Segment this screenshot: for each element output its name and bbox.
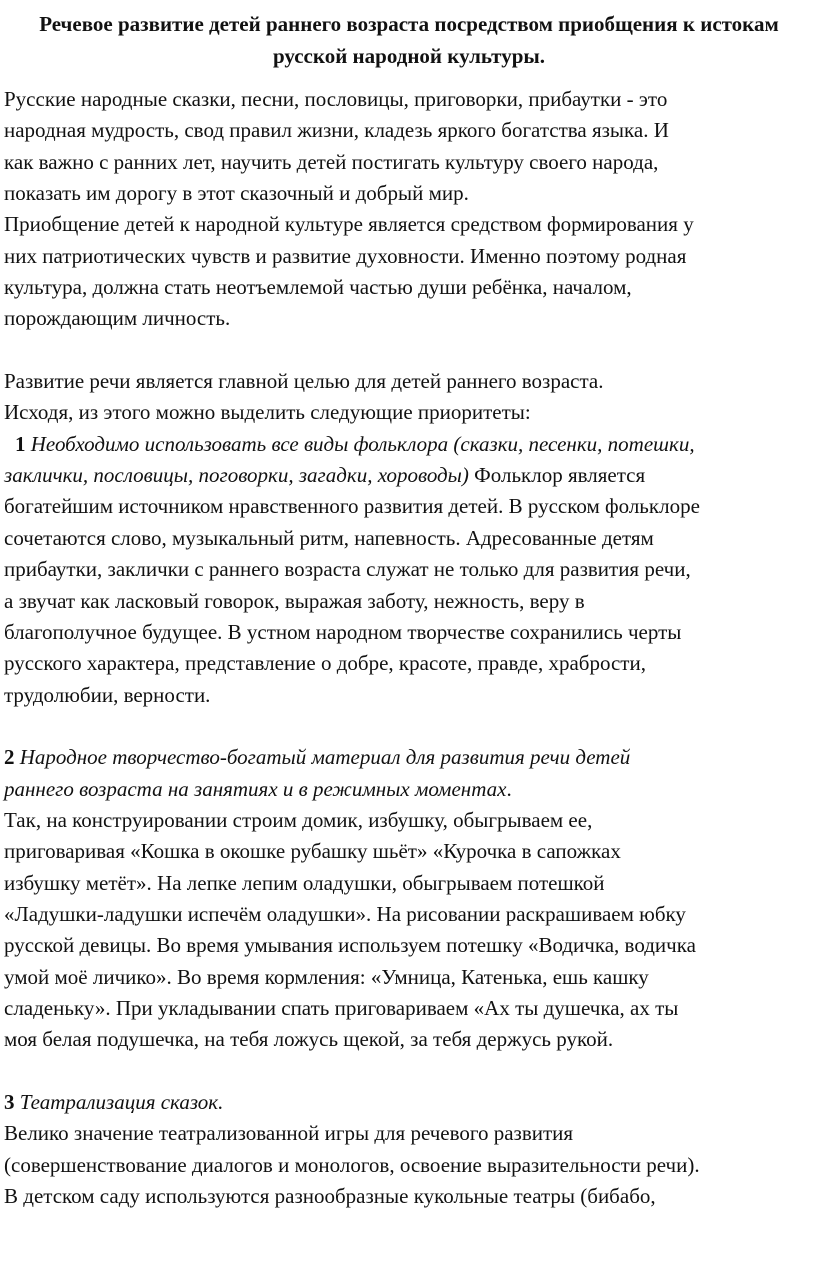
- blank-line: [4, 711, 816, 742]
- text-line: Развитие речи является главной целью для детей раннего возраста.: [4, 369, 604, 394]
- text-line: русской девицы. Во время умывания используем потешку «Водичка, водичка: [4, 933, 696, 958]
- text-line: приговаривая «Кошка в окошке рубашку шьёт» «Курочка в сапожках: [4, 839, 621, 864]
- text-line: благополучное будущее. В устном народном творчестве сохранились черты: [4, 619, 682, 644]
- priority-number: 3: [4, 1090, 15, 1114]
- document-title: [4, 8, 814, 72]
- priorities-intro: [4, 366, 816, 429]
- text-line: богатейшим источником нравственного развития детей. В русском фольклоре: [4, 494, 700, 519]
- text-line: Исходя, из этого можно выделить следующие приоритеты:: [4, 400, 531, 425]
- text-line: показать им дорогу в этот сказочный и добрый мир.: [4, 181, 469, 206]
- priority-1: [4, 429, 816, 711]
- text-line: порождающим личность.: [4, 306, 231, 331]
- text-line: [4, 742, 816, 773]
- priority-3: [4, 1087, 816, 1212]
- text-line: [4, 1087, 816, 1118]
- text-line: культура, должна стать неотъемлемой частью души ребёнка, началом,: [4, 275, 632, 300]
- priority-heading: Народное творчество-богатый материал для развития речи детей: [14, 745, 631, 770]
- text-line: Так, на конструировании строим домик, избушку, обыгрываем ее,: [4, 807, 593, 832]
- priority-heading: Необходимо использовать все виды фольклора (сказки, песенки, потешки,: [30, 431, 695, 456]
- text-line: а звучат как ласковый говорок, выражая заботу, нежность, веру в: [4, 588, 585, 613]
- text-line: народная мудрость, свод правил жизни, кладезь яркого богатства языка. И: [4, 118, 669, 143]
- text-line: [4, 429, 816, 460]
- text-line: как важно с ранних лет, научить детей постигать культуру своего народа,: [4, 149, 659, 174]
- title-line: Речевое развитие детей раннего возраста посредством приобщения к истокам: [39, 12, 779, 36]
- priority-text: Фольклор является: [468, 463, 646, 488]
- text-line: трудолюбии, верности.: [4, 682, 211, 707]
- text-line: [4, 460, 816, 491]
- text-line: «Ладушки-ладушки испечём оладушки». На рисовании раскрашиваем юбку: [4, 901, 686, 926]
- document-body: [4, 84, 816, 1212]
- priority-2: [4, 742, 816, 1055]
- title-line: русской народной культуры.: [272, 44, 546, 68]
- priority-heading: заклички, пословицы, поговорки, загадки, хороводы): [4, 463, 469, 488]
- text-line: прибаутки, заклички с раннего возраста служат не только для развития речи,: [4, 557, 691, 582]
- priority-number: 1: [15, 431, 26, 456]
- text-line: (совершенствование диалогов и монологов, освоение выразительности речи).: [4, 1152, 700, 1177]
- text-line: Велико значение театрализованной игры для речевого развития: [4, 1121, 574, 1146]
- text-line: умой моё личико». Во время кормления: «Умница, Катенька, ешь кашку: [4, 964, 649, 989]
- text-line: Приобщение детей к народной культуре является средством формирования у: [4, 212, 694, 237]
- text-line: них патриотических чувств и развитие духовности. Именно поэтому родная: [4, 243, 687, 268]
- text-line: избушку метёт». На лепке лепим оладушки, обыгрываем потешкой: [4, 870, 605, 895]
- text-line: [4, 774, 816, 805]
- text-line: сочетаются слово, музыкальный ритм, напевность. Адресованные детям: [4, 525, 654, 550]
- text-line: Русские народные сказки, песни, пословицы, приговорки, прибаутки - это: [4, 87, 668, 111]
- priority-number: 2: [4, 745, 15, 770]
- text-line: русского характера, представление о добре, красоте, правде, храбрости,: [4, 651, 646, 676]
- text-line: В детском саду используются разнообразные кукольные театры (бибабо,: [4, 1184, 656, 1209]
- blank-line: [4, 1056, 816, 1087]
- text-line: моя белая подушечка, на тебя ложусь щекой, за тебя держусь рукой.: [4, 1027, 614, 1052]
- intro-paragraph: [4, 84, 816, 335]
- priority-heading: раннего возраста на занятиях и в режимных моментах: [4, 776, 507, 801]
- priority-heading: Театрализация сказок.: [14, 1090, 224, 1114]
- priority-heading-end: .: [506, 776, 512, 801]
- text-line: сладеньку». При укладывании спать приговариваем «Ах ты душечка, ах ты: [4, 995, 679, 1020]
- blank-line: [4, 335, 816, 366]
